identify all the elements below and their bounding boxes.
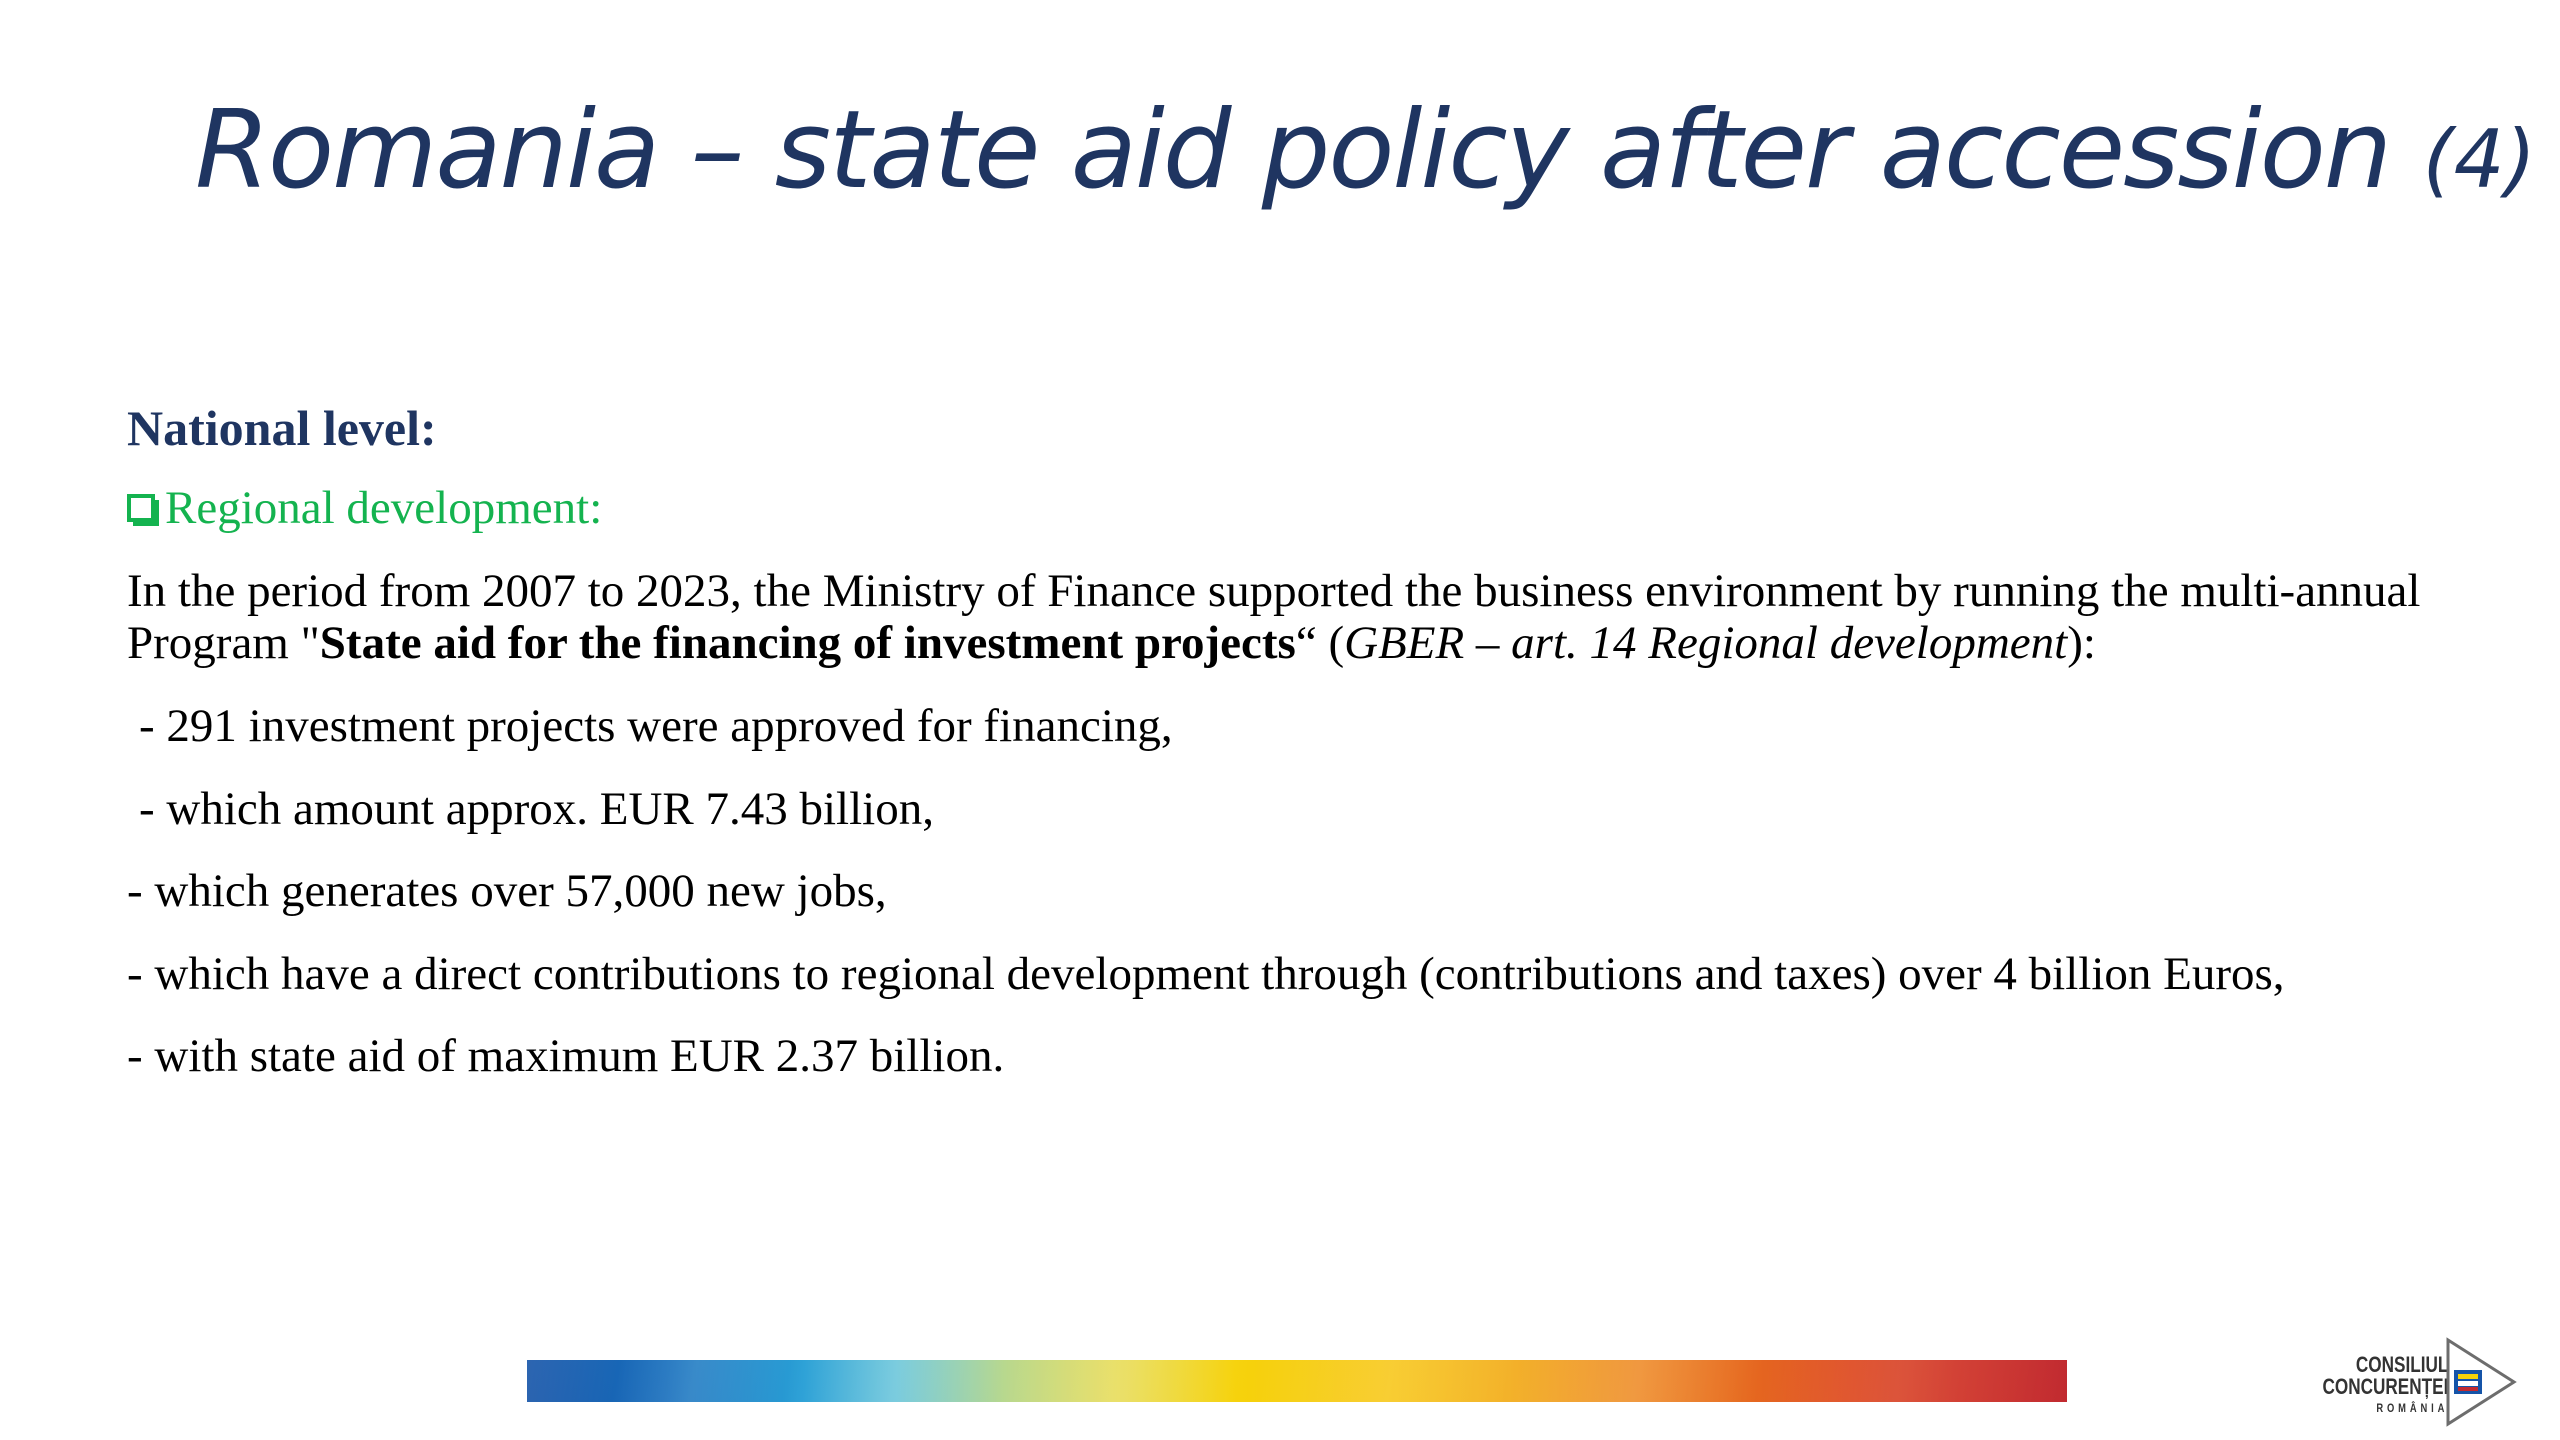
slide-number: (4) <box>2422 113 2536 206</box>
logo-line-1: CONSILIUL <box>2355 1352 2448 1377</box>
decorative-gradient-bar <box>527 1360 2067 1402</box>
slide-title-text: Romania – state aid policy after accession <box>195 88 2391 213</box>
list-item: - which have a direct contributions to regional development through (contributions and taxes) over 4 billion Euros, <box>127 947 2285 1000</box>
list-item: - 291 investment projects were approved for financing, <box>139 699 1173 752</box>
program-name: State aid for the financing of investment projects <box>319 617 1296 670</box>
intro-paragraph <box>127 565 2427 670</box>
bullet-regional-development <box>127 482 2427 535</box>
paragraph-text-2: “ ( <box>1295 617 1345 670</box>
paragraph-text-3: ): <box>2067 617 2096 670</box>
paragraph-text-1: In the period from 2007 to 2023, the Ministry of Finance supported the business environment by running the multi-annual Program " <box>127 564 2421 670</box>
slide-title <box>195 88 2536 213</box>
list-item: - which generates over 57,000 new jobs, <box>127 865 887 918</box>
list-item: - which amount approx. EUR 7.43 billion, <box>139 782 934 835</box>
logo-line-2: CONCURENȚEI <box>2322 1374 2448 1399</box>
subheading-label: Regional development: <box>165 482 603 534</box>
list-item: - with state aid of maximum EUR 2.37 billion. <box>127 1030 1005 1083</box>
gber-reference: GBER – art. 14 Regional development <box>1344 617 2068 670</box>
triangle-arrow-logo-icon <box>2444 1336 2518 1428</box>
section-heading: National level: <box>127 400 437 456</box>
checkbox-square-icon <box>127 494 155 522</box>
logo-line-3: ROMÂNIA <box>2375 1401 2448 1415</box>
slide-body <box>127 400 2427 1083</box>
competition-council-logo <box>2310 1334 2520 1434</box>
logo-text <box>2322 1354 2448 1416</box>
